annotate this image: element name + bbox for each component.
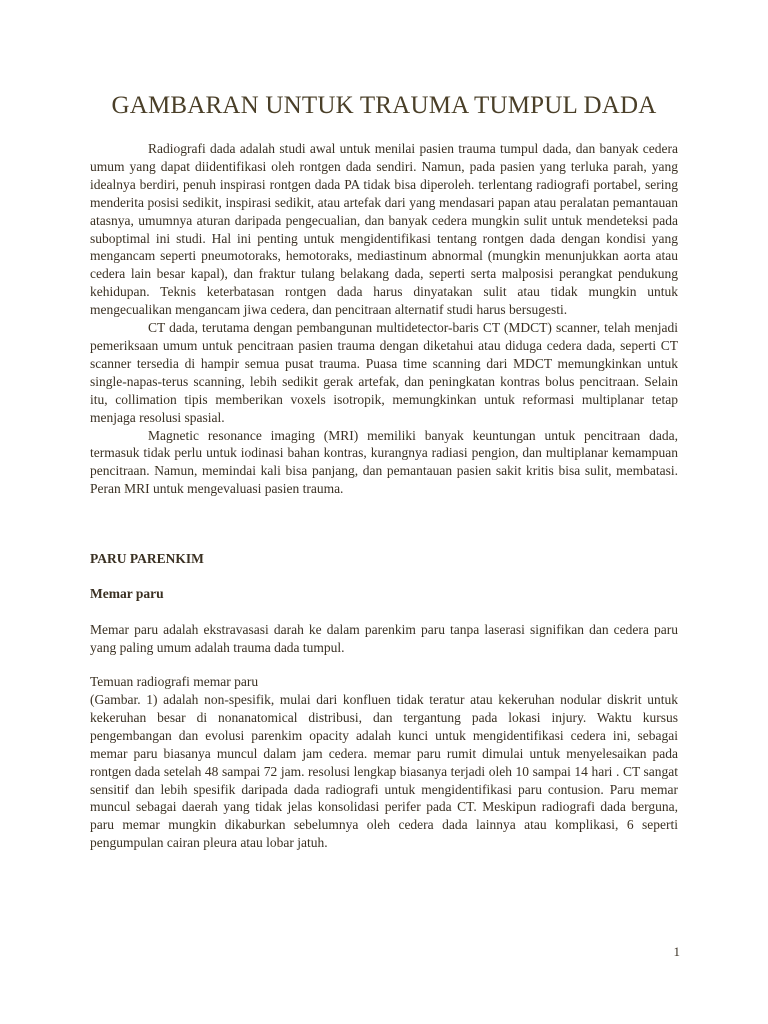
intro-paragraph-radiografi: Radiografi dada adalah studi awal untuk menilai pasien trauma tumpul dada, dan banyak cedera umum yang dapat diidentifikasi oleh rontgen dada sendiri. Namun, pada pasien yang terluka parah, yang idealnya berdiri, penuh inspirasi rontgen dada PA tidak bisa diperoleh. terlentang radiografi portabel, sering menderita posisi sedikit, inspirasi sedikit, atau artefak dari yang mendasari papan atau peralatan pemantauan atasnya, umumnya aturan daripada pengecualian, dan banyak cedera mungkin sulit untuk mendeteksi pada suboptimal ini studi. Hal ini penting untuk mengidentifikasi tentang rontgen dada dengan kondisi yang mengancam seperti pneumotoraks, hemotoraks, mediastinum abnormal (mungkin menunjukkan aorta atau cedera lain besar kapal), dan fraktur tulang belakang dada, seperti serta malposisi perangkat pendukung kehidupan. Teknis keterbatasan rontgen dada harus dinyatakan sulit atau tidak mungkin untuk mengecualikan mengancam jiwa cedera, dan pencitraan alternatif studi harus bersugesti. (90, 141, 678, 318)
findings-label: Temuan radiografi memar paru (90, 674, 259, 689)
subsection-heading: Memar paru (90, 586, 164, 601)
section-heading: PARU PARENKIM (90, 551, 204, 566)
page-number: 1 (673, 944, 680, 959)
findings-paragraph: (Gambar. 1) adalah non-spesifik, mulai dari konfluen tidak teratur atau kekeruhan nodular diskrit untuk kekeruhan besar di nonanatomical distribusi, dan tergantung pada lokasi injury. Waktu kursus pengembangan dan evolusi parenkim opacity adalah kunci untuk mengidentifikasi cedera ini, sebagai memar paru biasanya muncul dalam jam cedera. memar paru rumit dimulai untuk menyelesaikan pada rontgen dada setelah 48 sampai 72 jam. resolusi lengkap biasanya terjadi oleh 10 sampai 14 hari . CT sangat sensitif dan lebih spesifik daripada dada radiografi untuk mengidentifikasi paru contusion. Paru memar muncul sebagai daerah yang tidak jelas konsolidasi perifer pada CT. Meskipun radiografi dada berguna, paru memar mungkin dikaburkan sebelumnya oleh cedera dada lainnya atau komplikasi, 6 seperti pengumpulan cairan pleura atau lobar jatuh. (90, 692, 678, 851)
intro-section (90, 140, 678, 498)
definition-paragraph: Memar paru adalah ekstravasasi darah ke dalam parenkim paru tanpa laserasi signifikan dan cedera paru yang paling umum adalah trauma dada tumpul. (90, 622, 678, 655)
page-title: GAMBARAN UNTUK TRAUMA TUMPUL DADA (111, 92, 657, 119)
intro-paragraph-mri: Magnetic resonance imaging (MRI) memiliki banyak keuntungan untuk pencitraan dada, termasuk tidak perlu untuk iodinasi bahan kontras, kurangnya radiasi pengion, dan multiplanar kemampuan pencitraan. Namun, memindai kali bisa panjang, dan pemantauan pasien sakit kritis bisa sulit, membatasi. Peran MRI untuk mengevaluasi pasien trauma. (90, 427, 678, 497)
intro-paragraph-ct: CT dada, terutama dengan pembangunan multidetector-baris CT (MDCT) scanner, telah menjadi pemeriksaan umum untuk pencitraan pasien trauma dengan diketahui atau diduga cedera dada, seperti CT scanner tersedia di hampir semua pusat trauma. Puasa time scanning dari MDCT memungkinkan untuk single-napas-terus scanning, lebih sedikit gerak artefak, dan peningkatan kontras bolus pencitraan. Selain itu, collimation tipis memberikan voxels isotropik, memungkinkan untuk reformasi multiplanar tetap menjaga resolusi spasial. (90, 320, 678, 425)
